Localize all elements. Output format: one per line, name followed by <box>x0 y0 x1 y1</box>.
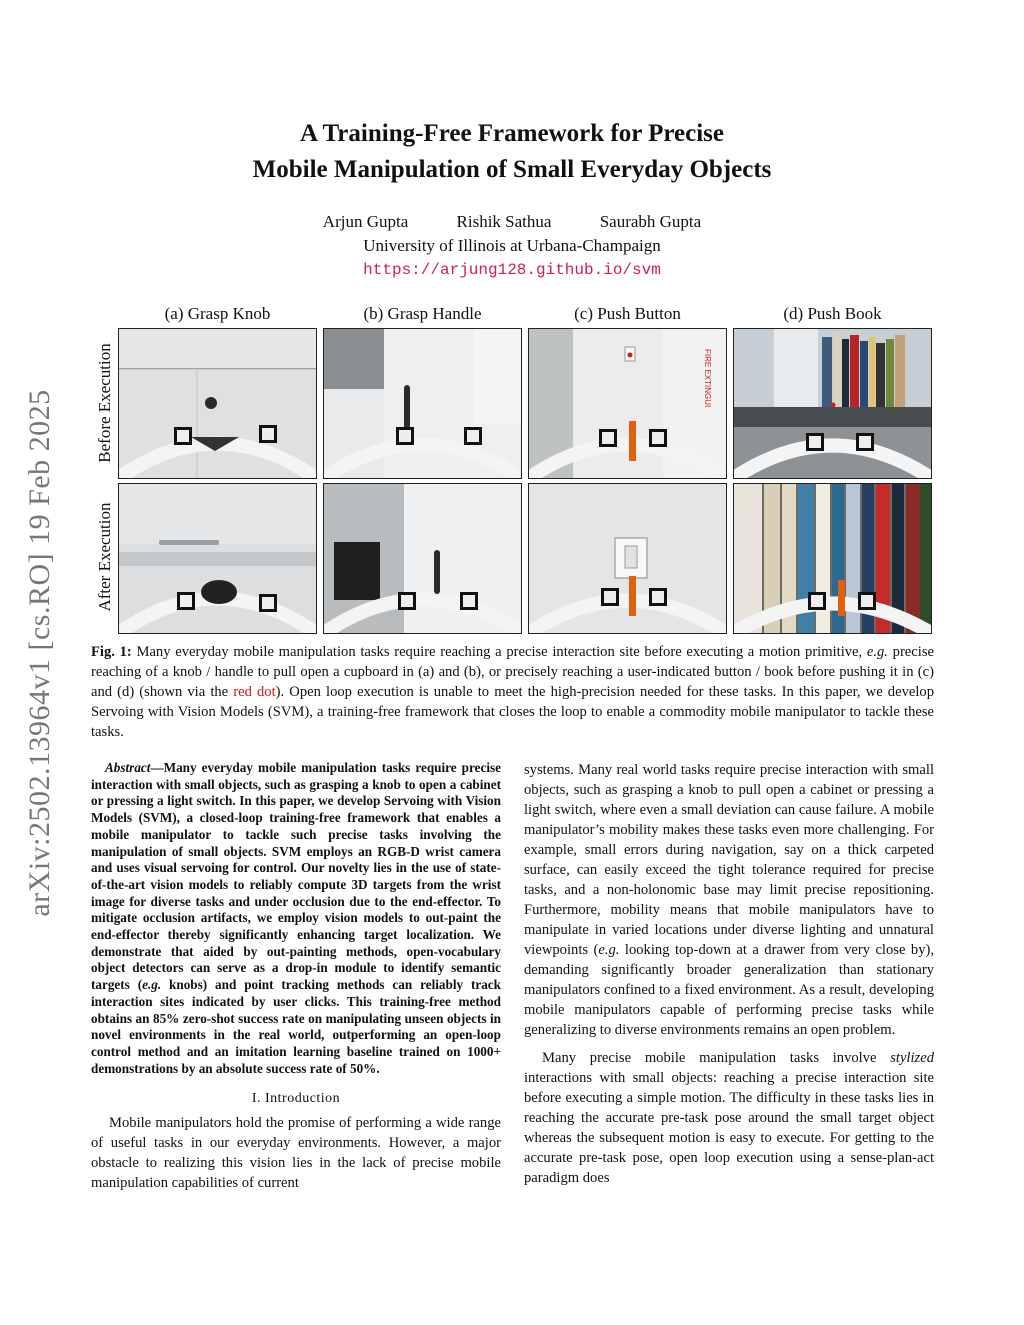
intro-paragraph-right-1 <box>524 760 934 1040</box>
photo-grasp-handle-before <box>323 328 522 479</box>
figure-column-header-b: (b) Grasp Handle <box>363 304 482 323</box>
photo-grasp-knob-before <box>118 328 317 479</box>
photo-push-book-before <box>733 328 932 479</box>
photo-grasp-handle-after <box>323 483 522 634</box>
caption-text-2: precise reaching of a knob / handle to pull open a cupboard in (a) and (b), or precisely reaching a user-indicated button / book before pushing it in (c) and (d) (shown via the <box>91 644 934 700</box>
author-3: Saurabh Gupta <box>599 212 702 231</box>
figure-row-label-before: Before Execution <box>95 343 114 463</box>
author-1: Arjun Gupta <box>322 212 409 231</box>
author-names <box>200 210 824 234</box>
intro-right-p2-text-1: Many precise mobile manipulation tasks involve <box>542 1050 891 1066</box>
intro-right-p2-text-2: interactions with small objects: reaching a precise interaction site before executing a simple motion. The difficulty in these tasks lies in reaching the accurate pre-task pose around the small target object whereas the subsequent motion is easy to execute. For getting to the accurate pre-task pose, open loop execution using a sense-plan-act paradigm does <box>524 1070 934 1186</box>
caption-text-1: Many everyday mobile manipulation tasks require reaching a precise interaction site before executing a motion primitive, <box>131 644 867 660</box>
intro-right-eg: e.g. <box>598 942 620 958</box>
title-line-2: Mobile Manipulation of Small Everyday Objects <box>252 156 772 183</box>
title-line-1: A Training-Free Framework for Precise <box>300 120 724 147</box>
svg-text:FIRE EXTINGUI: FIRE EXTINGUI <box>703 349 712 408</box>
caption-text-3: ). Open loop execution is unable to meet the high-precision needed for these tasks. In this paper, we develop Servoing with Vision Models (SVM), a training-free framework that closes the loop to enable a commodity mobile manipulator to tackle these tasks. <box>91 684 934 740</box>
figure-row-label-after: After Execution <box>95 502 114 612</box>
intro-paragraph-left: Mobile manipulators hold the promise of performing a wide range of useful tasks in our everyday environments. However, a major obstacle to realizing this vision lies in the lack of precise mobile manipulation capabilities of current <box>91 1115 501 1192</box>
author-2: Rishik Sathua <box>456 212 552 231</box>
photo-push-button-before <box>528 328 727 479</box>
paper-title <box>120 116 904 188</box>
author-block <box>200 210 824 282</box>
project-url-link[interactable]: https://arjung128.github.io/svm <box>363 261 661 279</box>
photo-grasp-knob-after <box>118 483 317 634</box>
intro-right-text-1: systems. Many real world tasks require precise interaction with small objects, such as grasping a knob to pull open a cabinet or pressing a light switch, where even a small deviation can cause failure. A mobile manipulator’s mobility makes these tasks even more challenging. For example, small errors during navigation, say on a thick carpeted surface, can easily exceed the tight tolerance required for precise tasks, and a non-holonomic base may limit precise repositioning. Furthermore, mobility means that mobile manipulators have to manipulate in varied locations under diverse lighting and unnatural viewpoints ( <box>524 762 934 958</box>
figure-caption <box>91 642 934 742</box>
left-column <box>91 760 501 1193</box>
photo-push-book-after <box>733 483 932 634</box>
arxiv-identifier: arXiv:2502.13964v1 [cs.RO] 19 Feb 2025 <box>23 389 56 917</box>
right-column <box>524 760 934 1188</box>
abstract-text-1: Many everyday mobile manipulation tasks require precise interaction with small objects, such as grasping a knob to open a cabinet or pressing a light switch. In this paper, we develop Servoing with Vision Models (SVM), a closed-loop training-free framework that enables a mobile manipulator to tackle such precise tasks involving the manipulation of small objects. SVM employs an RGB-D wrist camera and uses visual servoing for control. Our novelty lies in the use of state-of-the-art vision models to reliably compute 3D targets from the wrist image for diverse tasks and under occlusion due to the end-effector. To mitigate occlusion artifacts, we employ vision models to out-paint the end-effector thereby significantly enhancing target localization. We demonstrate that aided by out-painting methods, open-vocabulary object detectors can serve as a drop-in module to identify semantic targets ( <box>91 760 501 993</box>
abstract-label: Abstract <box>105 760 151 775</box>
intro-paragraph-right-2 <box>524 1048 934 1188</box>
photo-push-button-after <box>528 483 727 634</box>
caption-red-dot-text: red dot <box>233 684 276 700</box>
intro-right-p2-em: stylized <box>890 1050 934 1066</box>
figure-column-header-a: (a) Grasp Knob <box>164 304 271 323</box>
abstract <box>91 760 501 1077</box>
intro-right-text-2: looking top-down at a drawer from very close by), demanding significantly broader generalization than stationary manipulators confined to a fixed environment. As a result, developing mobile manipulators capable of performing precise tasks while generalizing to diverse environments remains an open problem. <box>524 942 934 1038</box>
affiliation: University of Illinois at Urbana-Champaign <box>363 236 661 255</box>
abstract-eg: e.g. <box>142 977 162 993</box>
caption-label: Fig. 1: <box>91 644 132 660</box>
abstract-text-2: knobs) and point tracking methods can reliably track interaction sites indicated by user clicks. This training-free method obtains an 85% zero-shot success rate on manipulating unseen objects in novel environments in the real world, outperforming an open-loop control method and an imitation learning baseline trained on 1000+ demonstrations by an absolute success rate of 50%. <box>91 977 501 1076</box>
caption-eg: e.g. <box>866 644 888 660</box>
abstract-dash: — <box>150 760 164 775</box>
figure-column-header-c: (c) Push Button <box>574 304 681 323</box>
section-heading-introduction: I. Introduction <box>251 1091 341 1107</box>
figure-column-header-d: (d) Push Book <box>783 304 882 323</box>
